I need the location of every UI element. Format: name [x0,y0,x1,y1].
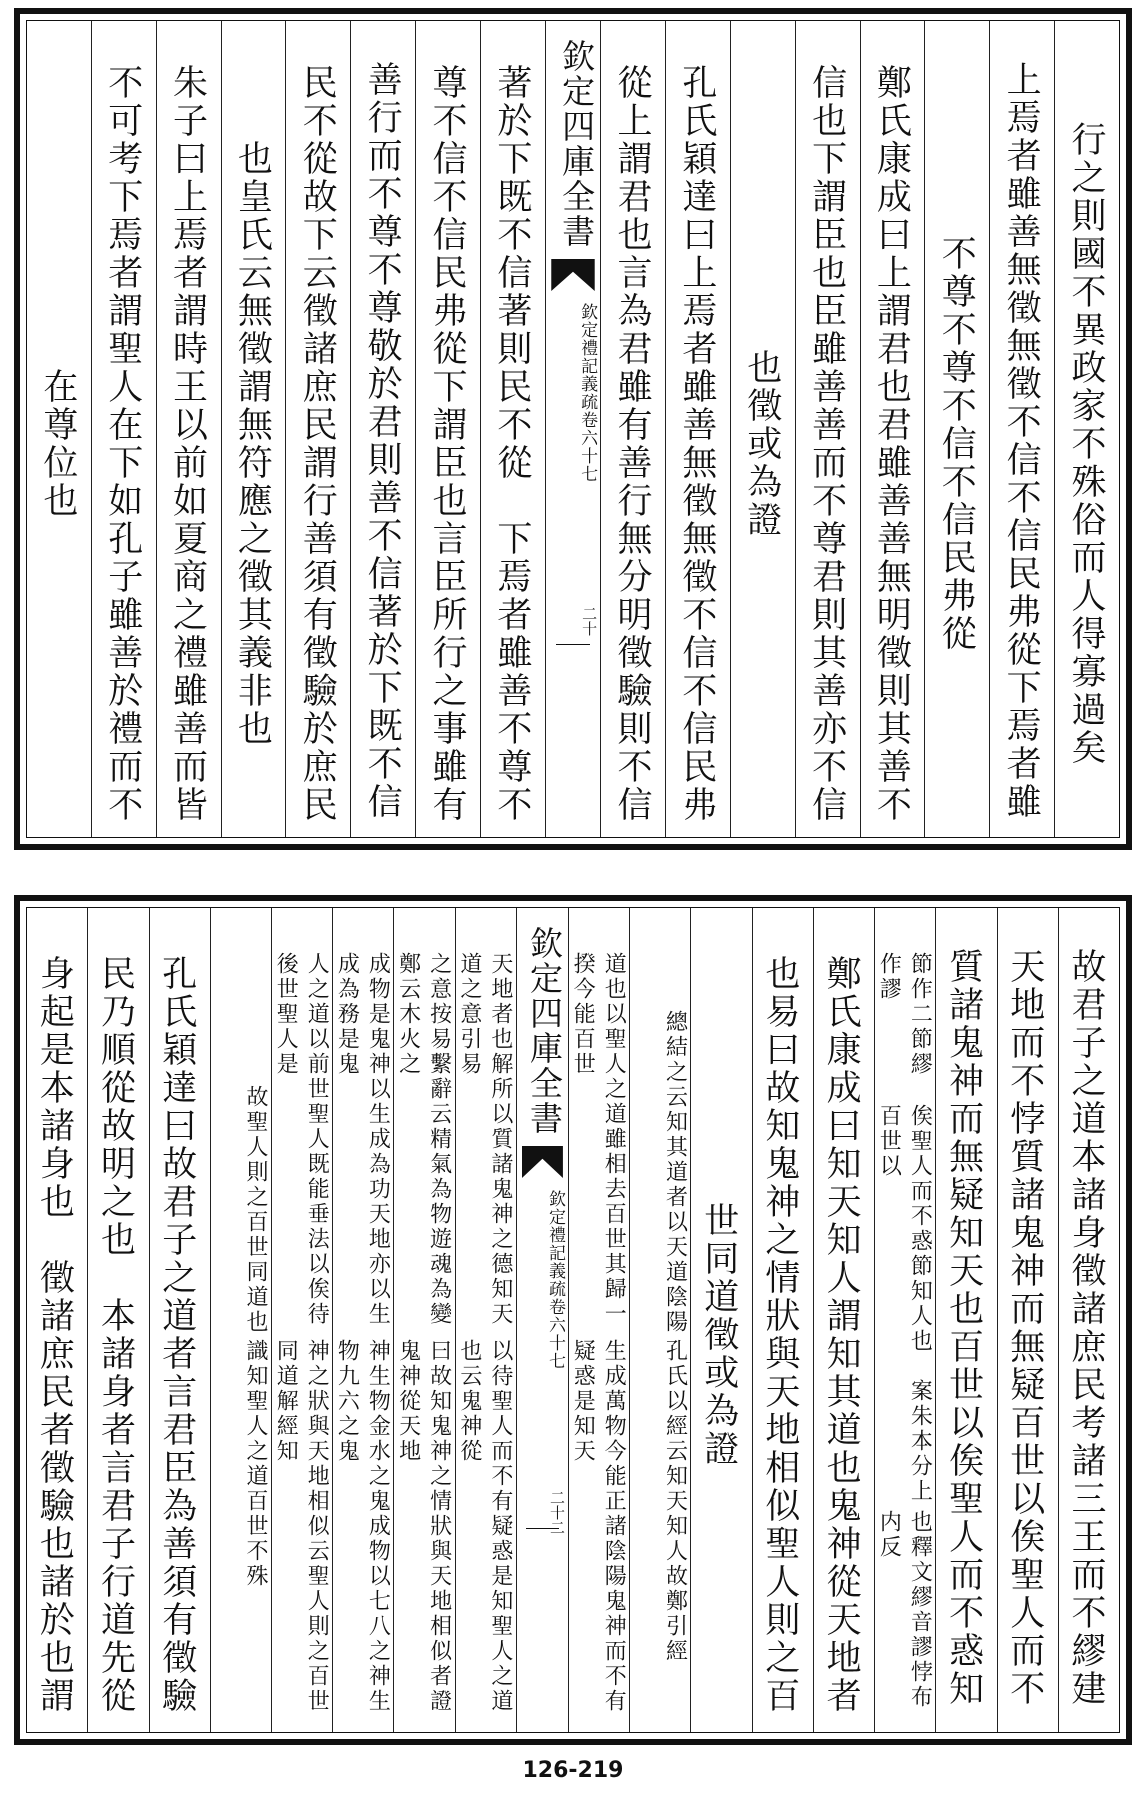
top-column-text: 孔氏穎達曰上焉者雖善無徵無徵不信不信民弗 [676,64,717,824]
bottom-column-annotation-line: 之意按易繫辭云精氣為物遊魂為變鄭云木火之 [395,952,452,1327]
top-column-text: 不可考下焉者謂聖人在下如孔子雖善於禮而不 [102,64,143,824]
top-column-text: 也徵或為證 [741,349,782,539]
page-number: 126-219 [522,1758,624,1783]
bottom-column-annotation-line: 孔氏以經云知天知人故鄭引經 [662,1339,688,1664]
bottom-column-annotation-line: 道也以聖人之道雖相去百世其歸一揆今能百世 [570,952,627,1327]
bottom-column [813,908,874,1732]
top-page [14,8,1132,850]
top-column [600,21,665,837]
bottom-column [271,908,332,1732]
top-column [27,21,91,837]
bottom-column [568,908,629,1732]
bottom-column-annotation-line: 也釋文繆音謬悖布内反 [876,1510,933,1711]
top-column [221,21,286,837]
top-column-text: 尊不信不信民弗從下謂臣也言臣所行之事雖有 [426,64,467,824]
bottom-center-fold [516,908,568,1732]
bottom-column-annotation-line: 神之狀與天地相似云聖人則之百世同道解經知 [273,1339,330,1714]
bottom-column [455,908,516,1732]
bottom-page-frame [26,907,1120,1733]
top-column [795,21,860,837]
top-column-text: 朱子曰上焉者謂時王以前如夏商之禮雖善而皆 [167,64,208,824]
top-column-text: 上焉者雖善無徵無徵不信不信民弗從下焉者雖 [1001,61,1042,821]
bottom-book-title: 欽定四庫全書 [525,926,565,1136]
bottom-column-annotation-line: 生成萬物今能正諸陰陽鬼神而不有疑惑是知天 [570,1339,627,1714]
top-column [1054,21,1119,837]
top-column [415,21,480,837]
bottom-column-annotation-line: 神生物金水之鬼成物以七八之神生物九六之鬼 [334,1339,391,1714]
bottom-column-text: 世同道徵或為證 [698,1202,739,1468]
top-column-text: 從上謂君也言為君雖有善行無分明徵驗則不信 [611,64,652,824]
bottom-volume-label: 欽定禮記義疏卷六十七 [545,1190,566,1370]
bottom-column-text: 民乃順從故明之也 本諸身者言君子行道先從 [95,955,136,1715]
bottom-column [149,908,210,1732]
top-column [91,21,156,837]
top-column [860,21,925,837]
bottom-column-text: 故君子之道本諸身徵諸庶民考諸三王而不繆建 [1066,948,1106,1708]
top-text-columns [27,21,1119,837]
bottom-column [1058,908,1119,1732]
bottom-column-text: 孔氏穎達曰故君子之道者言君臣為善須有徵驗 [156,955,197,1715]
top-column [665,21,730,837]
bottom-column [210,908,271,1732]
bottom-column-annotation-line: 曰故知鬼神之情狀與天地相似者證鬼神從天地 [395,1339,452,1714]
bottom-column-annotation-line: 節作二節繆作謬 [876,952,933,1077]
bottom-leaf-number: 二十二 [548,1490,567,1535]
bottom-fishtail-mark [522,1146,563,1178]
bottom-column-annotation-line: 俟聖人而不惑節知人也 案朱本分上百世以 [876,1104,933,1505]
top-fold-rule [556,644,591,645]
bottom-column-annotation-line: 天地者也解所以質諸鬼神之德知天道之意引易 [456,952,513,1327]
top-column-text: 信也下謂臣也臣雖善善而不尊君則其善亦不信 [806,64,847,824]
bottom-column-annotation-line: 總結之云知其道者以天道陰陽 [662,1010,688,1335]
bottom-column-annotation-line: 成物是鬼神以生成為功天地亦以生成為務是鬼 [334,952,391,1327]
bottom-column-text: 質諸鬼神而無疑知天也百世以俟聖人而不惑知 [943,948,984,1708]
bottom-column-annotation-line: 人之道以前世聖人既能垂法以俟待後世聖人是 [273,952,330,1327]
bottom-column [87,908,148,1732]
top-leaf-number: 二十 [580,606,599,636]
top-column [989,21,1054,837]
top-column-text: 在尊位也 [37,368,78,520]
top-fishtail-mark [551,259,594,291]
bottom-column [874,908,935,1732]
bottom-column-text: 也易曰故知鬼神之情狀與天地相似聖人則之百 [759,955,800,1715]
bottom-column [690,908,751,1732]
top-column-text: 善行而不尊不尊敬於君則善不信著於下既不信 [362,61,403,821]
top-column [480,21,545,837]
bottom-page [14,895,1132,1745]
top-column-text: 行之則國不異政家不殊俗而人得寡過矣 [1066,121,1106,767]
top-column [924,21,989,837]
top-page-frame [26,20,1120,838]
top-column [350,21,415,837]
bottom-column [752,908,813,1732]
top-column-text: 也皇氏云無徵謂無符應之徵其義非也 [232,140,273,748]
top-column [156,21,221,837]
top-column [730,21,795,837]
bottom-column-annotation-line: 故聖人則之百世同道也 [242,1085,268,1335]
top-column-text: 不尊不尊不信不信民弗從 [936,235,977,653]
bottom-column-text: 天地而不悖質諸鬼神而無疑百世以俟聖人而不 [1004,948,1045,1708]
top-column-text: 民不從故下云徵諸庶民謂行善須有徵驗於庶民 [297,64,338,824]
top-column-text: 著於下既不信著則民不從 下焉者雖善不尊不 [491,64,532,824]
bottom-fold-rule [526,1528,559,1529]
top-book-title: 欽定四庫全書 [557,39,597,249]
bottom-column-annotation-line: 識知聖人之道百世不殊 [242,1339,268,1589]
bottom-column [393,908,454,1732]
bottom-column-annotation-line: 以待聖人而不有疑惑是知聖人之道也云鬼神從 [456,1339,513,1714]
top-center-fold [545,21,600,837]
bottom-column-text: 鄭氏康成曰知天知人謂知其道也鬼神從天地者 [821,955,862,1715]
top-column-text: 鄭氏康成曰上謂君也君雖善善無明徵則其善不 [871,64,912,824]
bottom-column [629,908,690,1732]
top-volume-label: 欽定禮記義疏卷六十七 [577,303,598,483]
bottom-column [332,908,393,1732]
bottom-column [935,908,996,1732]
bottom-column [997,908,1058,1732]
bottom-column [27,908,87,1732]
top-column [285,21,350,837]
bottom-text-columns [27,908,1119,1732]
bottom-column-text: 身起是本諸身也 徵諸庶民者徵驗也諸於也謂 [34,955,75,1715]
